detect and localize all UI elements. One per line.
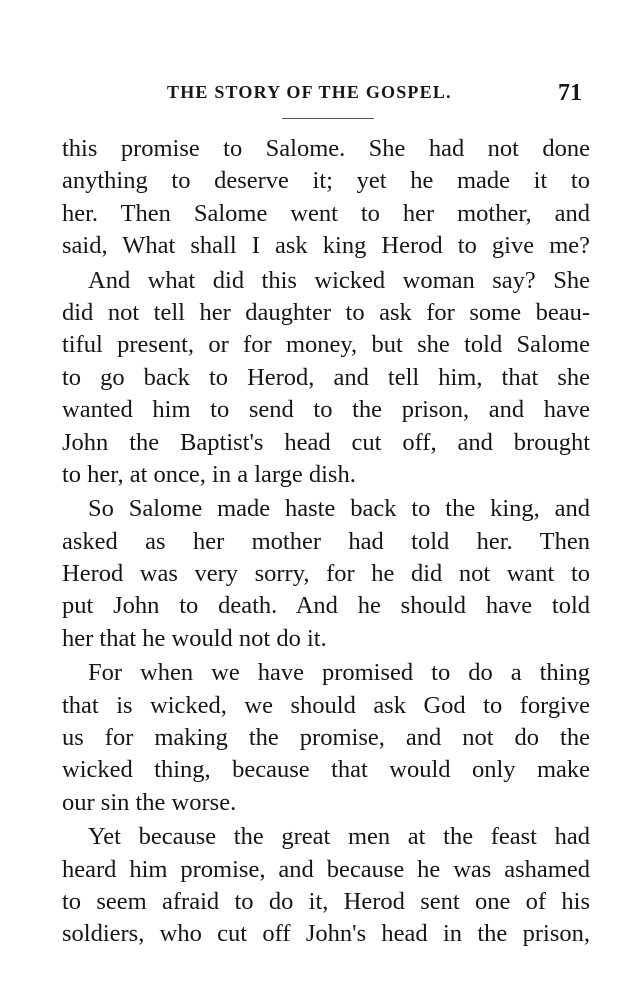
text-line: did not tell her daughter to ask for some beau- <box>62 298 590 326</box>
paragraph <box>62 821 590 951</box>
text-line: wicked thing, because that would only make <box>62 756 590 784</box>
text-line: And what did this wicked woman say? She <box>88 266 590 294</box>
paragraph <box>62 493 590 655</box>
text-line: anything to deserve it; yet he made it to <box>62 167 590 195</box>
text-line: said, What shall I ask king Herod to give me? <box>62 232 590 260</box>
text-line: put John to death. And he should have told <box>62 592 590 620</box>
paragraph <box>62 657 590 819</box>
paragraph <box>62 265 590 492</box>
text-line: tiful present, or for money, but she told Salome <box>62 331 590 359</box>
text-line: her. Then Salome went to her mother, and <box>62 199 590 227</box>
page-number: 71 <box>558 80 582 106</box>
text-line: heard him promise, and because he was ashamed <box>62 855 590 883</box>
text-line: to seem afraid to do it, Herod sent one of his <box>62 887 590 915</box>
text-line: Yet because the great men at the feast had <box>88 823 590 851</box>
text-line: to her, at once, in a large dish. <box>62 460 356 488</box>
text-line: to go back to Herod, and tell him, that she <box>62 363 590 391</box>
header-rule <box>282 118 374 119</box>
text-line: wanted him to send to the prison, and have <box>62 396 590 424</box>
body-text <box>62 133 590 951</box>
paragraph <box>62 133 590 263</box>
text-line: John the Baptist's head cut off, and brought <box>62 428 590 456</box>
text-line: So Salome made haste back to the king, and <box>88 495 590 523</box>
text-line: asked as her mother had told her. Then <box>62 527 590 555</box>
text-line: Herod was very sorry, for he did not want to <box>62 560 590 588</box>
page-header <box>0 82 630 112</box>
text-line: For when we have promised to do a thing <box>88 659 590 687</box>
text-line: her that he would not do it. <box>62 624 327 652</box>
text-line: us for making the promise, and not do the <box>62 724 590 752</box>
text-line: this promise to Salome. She had not done <box>62 135 590 162</box>
running-title: THE STORY OF THE GOSPEL. <box>167 82 452 102</box>
text-line: our sin the worse. <box>62 788 237 816</box>
text-line: soldiers, who cut off John's head in the prison, <box>62 920 590 948</box>
text-line: that is wicked, we should ask God to forgive <box>62 691 590 719</box>
